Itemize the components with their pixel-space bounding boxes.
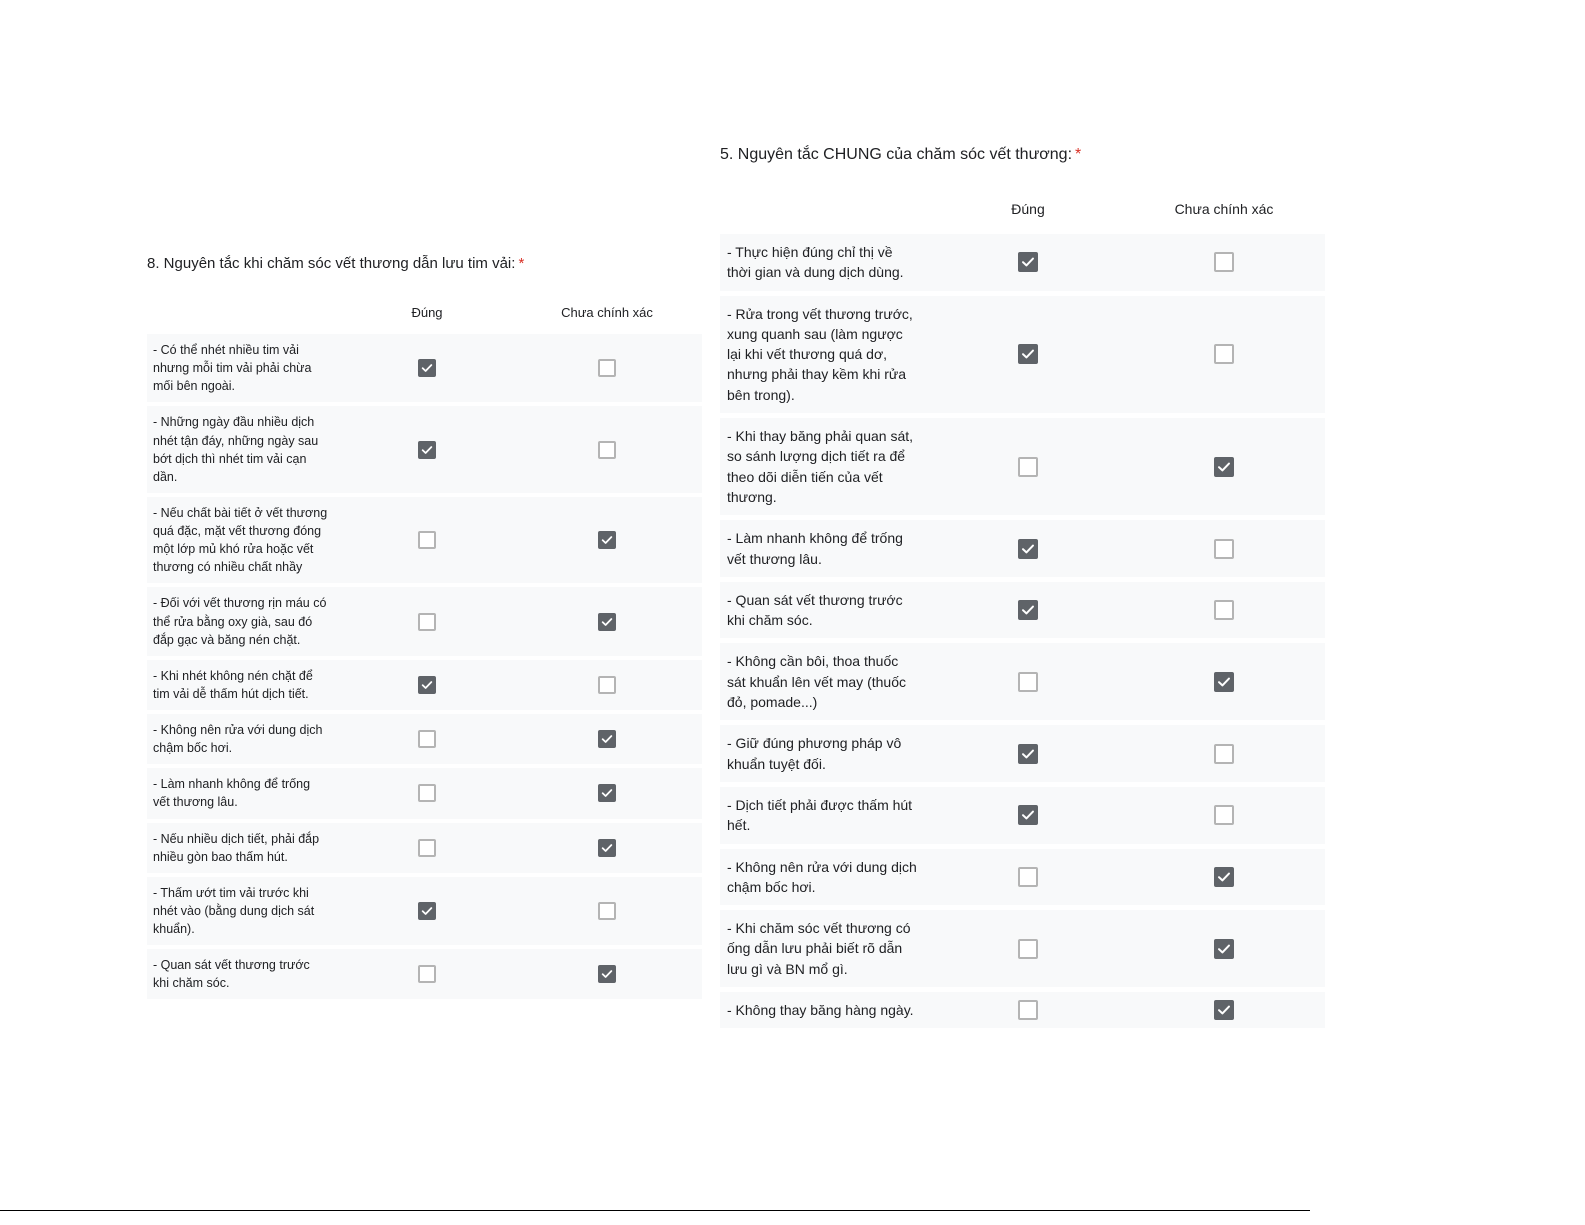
row-label: - Nếu nhiều dịch tiết, phải đắp nhiều gòn bao thấm hút. <box>153 831 320 864</box>
grid-cell <box>517 531 697 549</box>
checkbox-dung[interactable] <box>1018 457 1038 477</box>
checkbox-chua-chinh-xac[interactable] <box>1214 539 1234 559</box>
grid-row <box>720 849 1325 906</box>
grid-row <box>720 296 1325 413</box>
grid-cell <box>517 676 697 694</box>
checkbox-chua-chinh-xac[interactable] <box>1214 252 1234 272</box>
row-label: - Thấm ướt tim vải trước khi nhét vào (bằng dung dịch sát khuẩn). <box>153 885 315 936</box>
grid-cell <box>337 965 517 983</box>
grid-cell <box>337 613 517 631</box>
checkbox-dung[interactable] <box>1018 1000 1038 1020</box>
row-label: - Đối với vết thương rịn máu có thể rửa bằng oxy già, sau đó đắp gạc và băng nén chặt. <box>153 596 327 647</box>
grid-cell <box>337 902 517 920</box>
grid-cell <box>517 730 697 748</box>
checkmark-icon <box>600 786 614 800</box>
checkbox-dung[interactable] <box>418 784 436 802</box>
checkbox-chua-chinh-xac[interactable] <box>598 676 616 694</box>
question-8 <box>147 255 702 1003</box>
checkmark-icon <box>1020 602 1036 618</box>
checkbox-chua-chinh-xac[interactable] <box>1214 672 1234 692</box>
row-label: - Nếu chất bài tiết ở vết thương quá đặc, mặt vết thương đóng một lớp mủ khó rửa hoặc vết thương có nhiều chất nhầy <box>153 505 328 575</box>
checkbox-chua-chinh-xac[interactable] <box>1214 805 1234 825</box>
row-label: - Không cần bôi, thoa thuốc sát khuẩn lên vết may (thuốc đỏ, pomade...) <box>727 653 906 711</box>
grid-cell <box>1126 744 1322 764</box>
grid-rows <box>147 334 702 1003</box>
grid-row <box>720 418 1325 515</box>
grid-row <box>720 643 1325 720</box>
grid-cell <box>517 839 697 857</box>
required-asterisk: * <box>518 255 525 272</box>
checkmark-icon <box>1020 746 1036 762</box>
grid-cell <box>1126 457 1322 477</box>
grid-cell <box>1126 600 1322 620</box>
grid-cell <box>517 784 697 802</box>
column-header-dung: Đúng <box>411 305 443 320</box>
checkmark-icon <box>420 678 434 692</box>
row-label: - Khi chăm sóc vết thương có ống dẫn lưu phải biết rõ dẫn lưu gì và BN mổ gì. <box>727 920 911 977</box>
checkbox-chua-chinh-xac[interactable] <box>598 730 616 748</box>
grid-row <box>147 497 702 584</box>
grid-row <box>720 992 1325 1028</box>
checkmark-icon <box>420 904 434 918</box>
question-title <box>147 255 702 272</box>
grid-cell <box>1126 252 1322 272</box>
grid-cell <box>930 805 1126 825</box>
checkmark-icon <box>600 615 614 629</box>
grid-cell <box>517 902 697 920</box>
grid-cell <box>517 965 697 983</box>
column-header-dung: Đúng <box>1011 201 1045 217</box>
checkmark-icon <box>1020 807 1036 823</box>
grid-cell <box>517 613 697 631</box>
row-label: - Không nên rửa với dung dịch chậm bốc hơi. <box>153 723 323 756</box>
checkmark-icon <box>1020 541 1036 557</box>
row-label: - Thực hiện đúng chỉ thị về thời gian và dung dịch dùng. <box>727 244 904 281</box>
checkmark-icon <box>600 533 614 547</box>
grid-cell <box>930 744 1126 764</box>
checkmark-icon <box>600 967 614 981</box>
checkbox-dung[interactable] <box>1018 744 1038 764</box>
row-label: - Quan sát vết thương trước khi chăm sóc. <box>727 591 903 629</box>
row-label: - Có thể nhét nhiều tim vải nhưng mỗi tim vải phải chừa mối bên ngoài. <box>153 343 312 394</box>
grid-cell <box>1126 867 1322 887</box>
grid-row <box>720 582 1325 639</box>
checkbox-chua-chinh-xac[interactable] <box>1214 457 1234 477</box>
checkmark-icon <box>1216 941 1232 957</box>
question-title-text: 5. Nguyên tắc CHUNG của chăm sóc vết thương: <box>720 146 1073 163</box>
checkbox-dung[interactable] <box>1018 939 1038 959</box>
grid-cell <box>1126 672 1322 692</box>
grid-row <box>720 910 1325 987</box>
row-label: - Làm nhanh không để trống vết thương lâu. <box>727 530 903 567</box>
grid-cell <box>930 457 1126 477</box>
grid-cell <box>337 730 517 748</box>
checkbox-chua-chinh-xac[interactable] <box>1214 1000 1234 1020</box>
checkbox-dung[interactable] <box>1018 252 1038 272</box>
grid-row <box>147 587 702 655</box>
question-title <box>720 146 1325 164</box>
grid-cell <box>930 252 1126 272</box>
checkmark-icon <box>1020 346 1036 362</box>
grid-cell <box>1126 805 1322 825</box>
grid-row <box>147 823 702 873</box>
checkmark-icon <box>600 732 614 746</box>
checkbox-dung[interactable] <box>1018 539 1038 559</box>
grid-cell <box>337 441 517 459</box>
checkbox-chua-chinh-xac[interactable] <box>1214 939 1234 959</box>
checkbox-dung[interactable] <box>418 902 436 920</box>
grid-cell <box>1126 939 1322 959</box>
row-label: - Khi thay băng phải quan sát, so sánh lượng dịch tiết ra để theo dõi diễn tiến của vết thương. <box>727 428 914 505</box>
checkmark-icon <box>1020 254 1036 270</box>
checkmark-icon <box>1216 869 1232 885</box>
grid-row <box>147 714 702 764</box>
checkbox-chua-chinh-xac[interactable] <box>598 784 616 802</box>
checkbox-chua-chinh-xac[interactable] <box>598 359 616 377</box>
checkbox-dung[interactable] <box>1018 672 1038 692</box>
checkbox-dung[interactable] <box>418 359 436 377</box>
row-label: - Quan sát vết thương trước khi chăm sóc. <box>153 958 310 991</box>
grid-row <box>147 949 702 999</box>
checkbox-dung[interactable] <box>1018 600 1038 620</box>
checkbox-dung[interactable] <box>1018 805 1038 825</box>
grid-row <box>147 877 702 945</box>
grid-cell <box>337 784 517 802</box>
row-label: - Dịch tiết phải được thấm hút hết. <box>727 796 913 834</box>
checkbox-dung[interactable] <box>418 676 436 694</box>
grid-row <box>147 334 702 402</box>
row-label: - Làm nhanh không để trống vết thương lâu. <box>153 777 311 810</box>
checkmark-icon <box>1216 1002 1232 1018</box>
grid-cell <box>1126 1000 1322 1020</box>
checkmark-icon <box>1216 674 1232 690</box>
checkbox-dung[interactable] <box>418 839 436 857</box>
grid-cell <box>930 1000 1126 1020</box>
grid-cell <box>1126 344 1322 364</box>
checkbox-dung[interactable] <box>418 613 436 631</box>
grid-row <box>147 660 702 710</box>
checkbox-chua-chinh-xac[interactable] <box>1214 344 1234 364</box>
row-label: - Rửa trong vết thương trước, xung quanh sau (làm ngược lại khi vết thương quá dơ, nhưng phải thay kềm khi rửa bên trong). <box>727 305 913 403</box>
column-header-chua-chinh-xac: Chưa chính xác <box>1174 201 1274 217</box>
grid-cell <box>930 344 1126 364</box>
checkbox-chua-chinh-xac[interactable] <box>598 902 616 920</box>
grid-row <box>720 520 1325 577</box>
checkbox-dung[interactable] <box>418 730 436 748</box>
checkbox-chua-chinh-xac[interactable] <box>1214 744 1234 764</box>
checkmark-icon <box>600 841 614 855</box>
grid-cell <box>930 867 1126 887</box>
grid-cell <box>517 359 697 377</box>
checkbox-chua-chinh-xac[interactable] <box>1214 867 1234 887</box>
checkbox-chua-chinh-xac[interactable] <box>598 965 616 983</box>
row-label: - Không thay băng hàng ngày. <box>727 1002 914 1019</box>
row-label: - Khi nhét không nén chặt để tim vải dễ thấm hút dịch tiết. <box>153 668 313 701</box>
grid-row <box>720 787 1325 844</box>
grid-cell <box>930 539 1126 559</box>
row-label: - Không nên rửa với dung dịch chậm bốc hơi. <box>727 858 917 895</box>
grid-row <box>720 234 1325 291</box>
checkbox-dung[interactable] <box>418 441 436 459</box>
checkbox-chua-chinh-xac[interactable] <box>598 441 616 459</box>
checkmark-icon <box>420 443 434 457</box>
required-asterisk: * <box>1075 146 1082 163</box>
grid-rows <box>720 234 1325 1033</box>
grid-cell <box>337 676 517 694</box>
checkbox-dung[interactable] <box>1018 867 1038 887</box>
grid-cell <box>517 441 697 459</box>
question-5 <box>720 146 1325 1033</box>
column-header-chua-chinh-xac: Chưa chính xác <box>561 305 653 320</box>
checkbox-chua-chinh-xac[interactable] <box>598 531 616 549</box>
checkbox-dung[interactable] <box>418 965 436 983</box>
grid-cell <box>930 939 1126 959</box>
row-label: - Những ngày đầu nhiều dịch nhét tận đáy, những ngày sau bớt dịch thì nhét tim vải cạn dần. <box>153 415 319 484</box>
grid-cell <box>1126 539 1322 559</box>
grid-row <box>147 768 702 818</box>
grid-cell <box>337 531 517 549</box>
checkbox-dung[interactable] <box>1018 344 1038 364</box>
grid-cell <box>337 359 517 377</box>
page-bottom-divider <box>0 1210 1310 1211</box>
question-title-text: 8. Nguyên tắc khi chăm sóc vết thương dẫn lưu tim vải: <box>147 255 516 272</box>
checkbox-chua-chinh-xac[interactable] <box>598 839 616 857</box>
grid-cell <box>930 600 1126 620</box>
grid-cell <box>930 672 1126 692</box>
grid-cell <box>337 839 517 857</box>
row-label: - Giữ đúng phương pháp vô khuẩn tuyệt đối. <box>727 735 902 772</box>
column-header <box>720 201 1325 217</box>
grid-row <box>720 725 1325 782</box>
column-header <box>147 305 702 320</box>
checkmark-icon <box>420 361 434 375</box>
checkmark-icon <box>1216 459 1232 475</box>
grid-row <box>147 406 702 493</box>
checkbox-chua-chinh-xac[interactable] <box>1214 600 1234 620</box>
checkbox-dung[interactable] <box>418 531 436 549</box>
checkbox-chua-chinh-xac[interactable] <box>598 613 616 631</box>
